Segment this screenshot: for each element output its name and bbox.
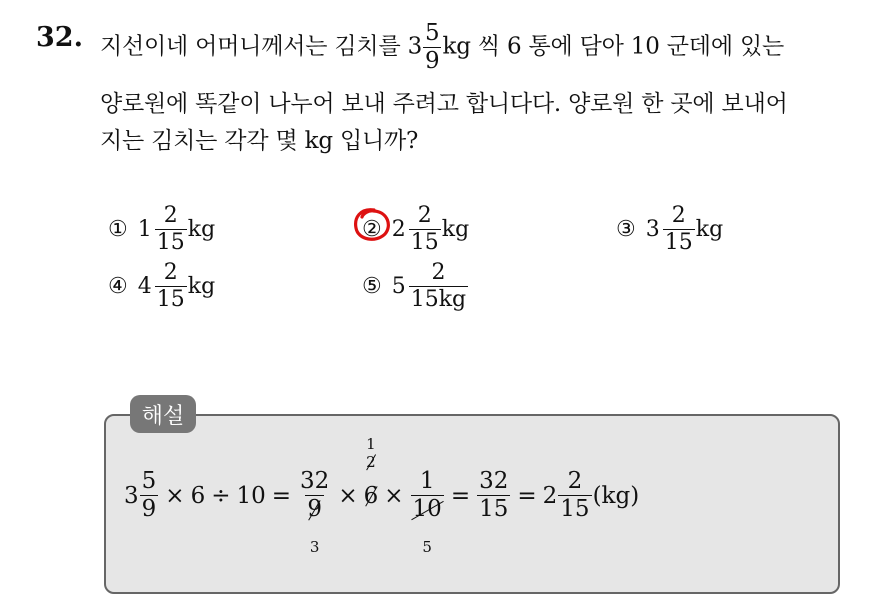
question-line-1 — [100, 22, 784, 73]
cancelled-value: 9 — [307, 496, 322, 522]
fraction-numerator: 5 — [141, 468, 157, 494]
reduced-value: 3 — [309, 538, 320, 556]
fraction-numerator: 2 — [163, 203, 178, 228]
eq-whole-1: 3 — [124, 482, 139, 509]
divide-sign: ÷ — [211, 482, 231, 509]
eq-ten: 10 — [236, 482, 266, 509]
fraction-denominator: 15 — [664, 230, 693, 255]
eq-whole-result: 2 — [542, 482, 558, 509]
equals-sign: = — [517, 482, 537, 509]
cancelled-value: 10 — [412, 496, 442, 522]
fraction-numerator: 2 — [671, 203, 686, 228]
question-line-1-pre: 지선이네 어머니께서는 김치를 — [100, 33, 401, 60]
cancelled-denominator — [307, 496, 322, 556]
option-number: ③ — [616, 217, 636, 242]
fraction-denominator: 15 — [156, 287, 185, 312]
times-sign: × — [384, 482, 404, 509]
option-whole: 5 — [391, 274, 406, 299]
reduced-value: 1 — [366, 434, 376, 453]
cancelled-value: 2 — [366, 452, 376, 471]
option-4[interactable] — [108, 262, 215, 311]
reduced-value: 5 — [422, 538, 432, 556]
cancelled-denominator — [412, 496, 442, 556]
option-whole: 2 — [391, 217, 406, 242]
fraction-denominator: 15 — [156, 230, 185, 255]
option-unit: kg — [441, 217, 470, 242]
fraction-denominator — [305, 495, 324, 556]
fraction-denominator: 15 — [479, 496, 509, 522]
eq-fraction-1-10 — [411, 468, 444, 556]
times-sign: × — [165, 482, 185, 509]
eq-six: 6 — [190, 482, 206, 509]
option-unit: kg — [695, 217, 724, 242]
cancelled-two — [366, 434, 376, 471]
cancelled-six — [363, 434, 379, 509]
eq-fraction-5-9 — [140, 470, 159, 521]
fraction-denominator — [411, 495, 444, 556]
equals-sign: = — [450, 482, 471, 509]
fraction-denominator: 9 — [425, 48, 440, 74]
option-fraction — [409, 205, 441, 254]
option-fraction — [155, 262, 187, 311]
mixed-number-whole: 3 — [407, 33, 423, 60]
option-fraction — [409, 262, 468, 311]
option-number: ① — [108, 217, 128, 242]
question-line-2: 양로원에 똑같이 나누어 보내 주려고 합니다다. 양로원 한 곳에 보내어 — [100, 91, 788, 117]
reduced-value — [366, 434, 376, 471]
option-5[interactable] — [362, 262, 469, 311]
fraction-numerator: 2 — [417, 203, 432, 228]
option-number: ⑤ — [362, 274, 382, 299]
option-number: ④ — [108, 274, 128, 299]
option-3[interactable] — [616, 205, 723, 254]
option-whole: 1 — [137, 217, 152, 242]
fraction-5-9 — [423, 22, 441, 73]
selected-answer-mark-icon — [352, 206, 392, 244]
fraction-denominator: 15 — [560, 496, 590, 522]
eq-fraction-32-9 — [298, 468, 331, 556]
explanation-label: 해설 — [130, 395, 196, 433]
fraction-numerator: 32 — [300, 468, 330, 494]
equals-sign: = — [271, 482, 292, 509]
fraction-numerator: 2 — [431, 260, 446, 285]
question-line-3: 지는 김치는 각각 몇 kg 입니까? — [100, 128, 419, 154]
option-whole: 3 — [645, 217, 660, 242]
fraction-denominator: 15 — [410, 230, 439, 255]
option-unit: kg — [187, 217, 216, 242]
eq-fraction-32-15 — [477, 470, 510, 521]
option-1[interactable] — [108, 205, 215, 254]
cancelled-value: 6 — [363, 482, 379, 509]
option-unit: kg — [187, 274, 216, 299]
eq-unit: (kg) — [592, 482, 640, 509]
fraction-numerator: 32 — [479, 468, 509, 494]
option-whole: 4 — [137, 274, 152, 299]
question-line-1-post: kg 씩 6 통에 담아 10 군데에 있는 — [442, 33, 784, 60]
option-fraction — [155, 205, 187, 254]
times-sign: × — [338, 482, 358, 509]
fraction-denominator: 9 — [141, 496, 157, 522]
explanation-equation — [124, 434, 640, 556]
fraction-denominator: 15kg — [410, 287, 467, 312]
fraction-numerator: 5 — [425, 20, 440, 46]
question-number: 32. — [36, 22, 83, 53]
eq-fraction-2-15 — [558, 470, 591, 521]
fraction-numerator: 2 — [567, 468, 583, 494]
option-fraction — [663, 205, 695, 254]
option-number: ② — [362, 217, 382, 242]
fraction-numerator: 2 — [163, 260, 178, 285]
fraction-numerator: 1 — [419, 468, 435, 494]
